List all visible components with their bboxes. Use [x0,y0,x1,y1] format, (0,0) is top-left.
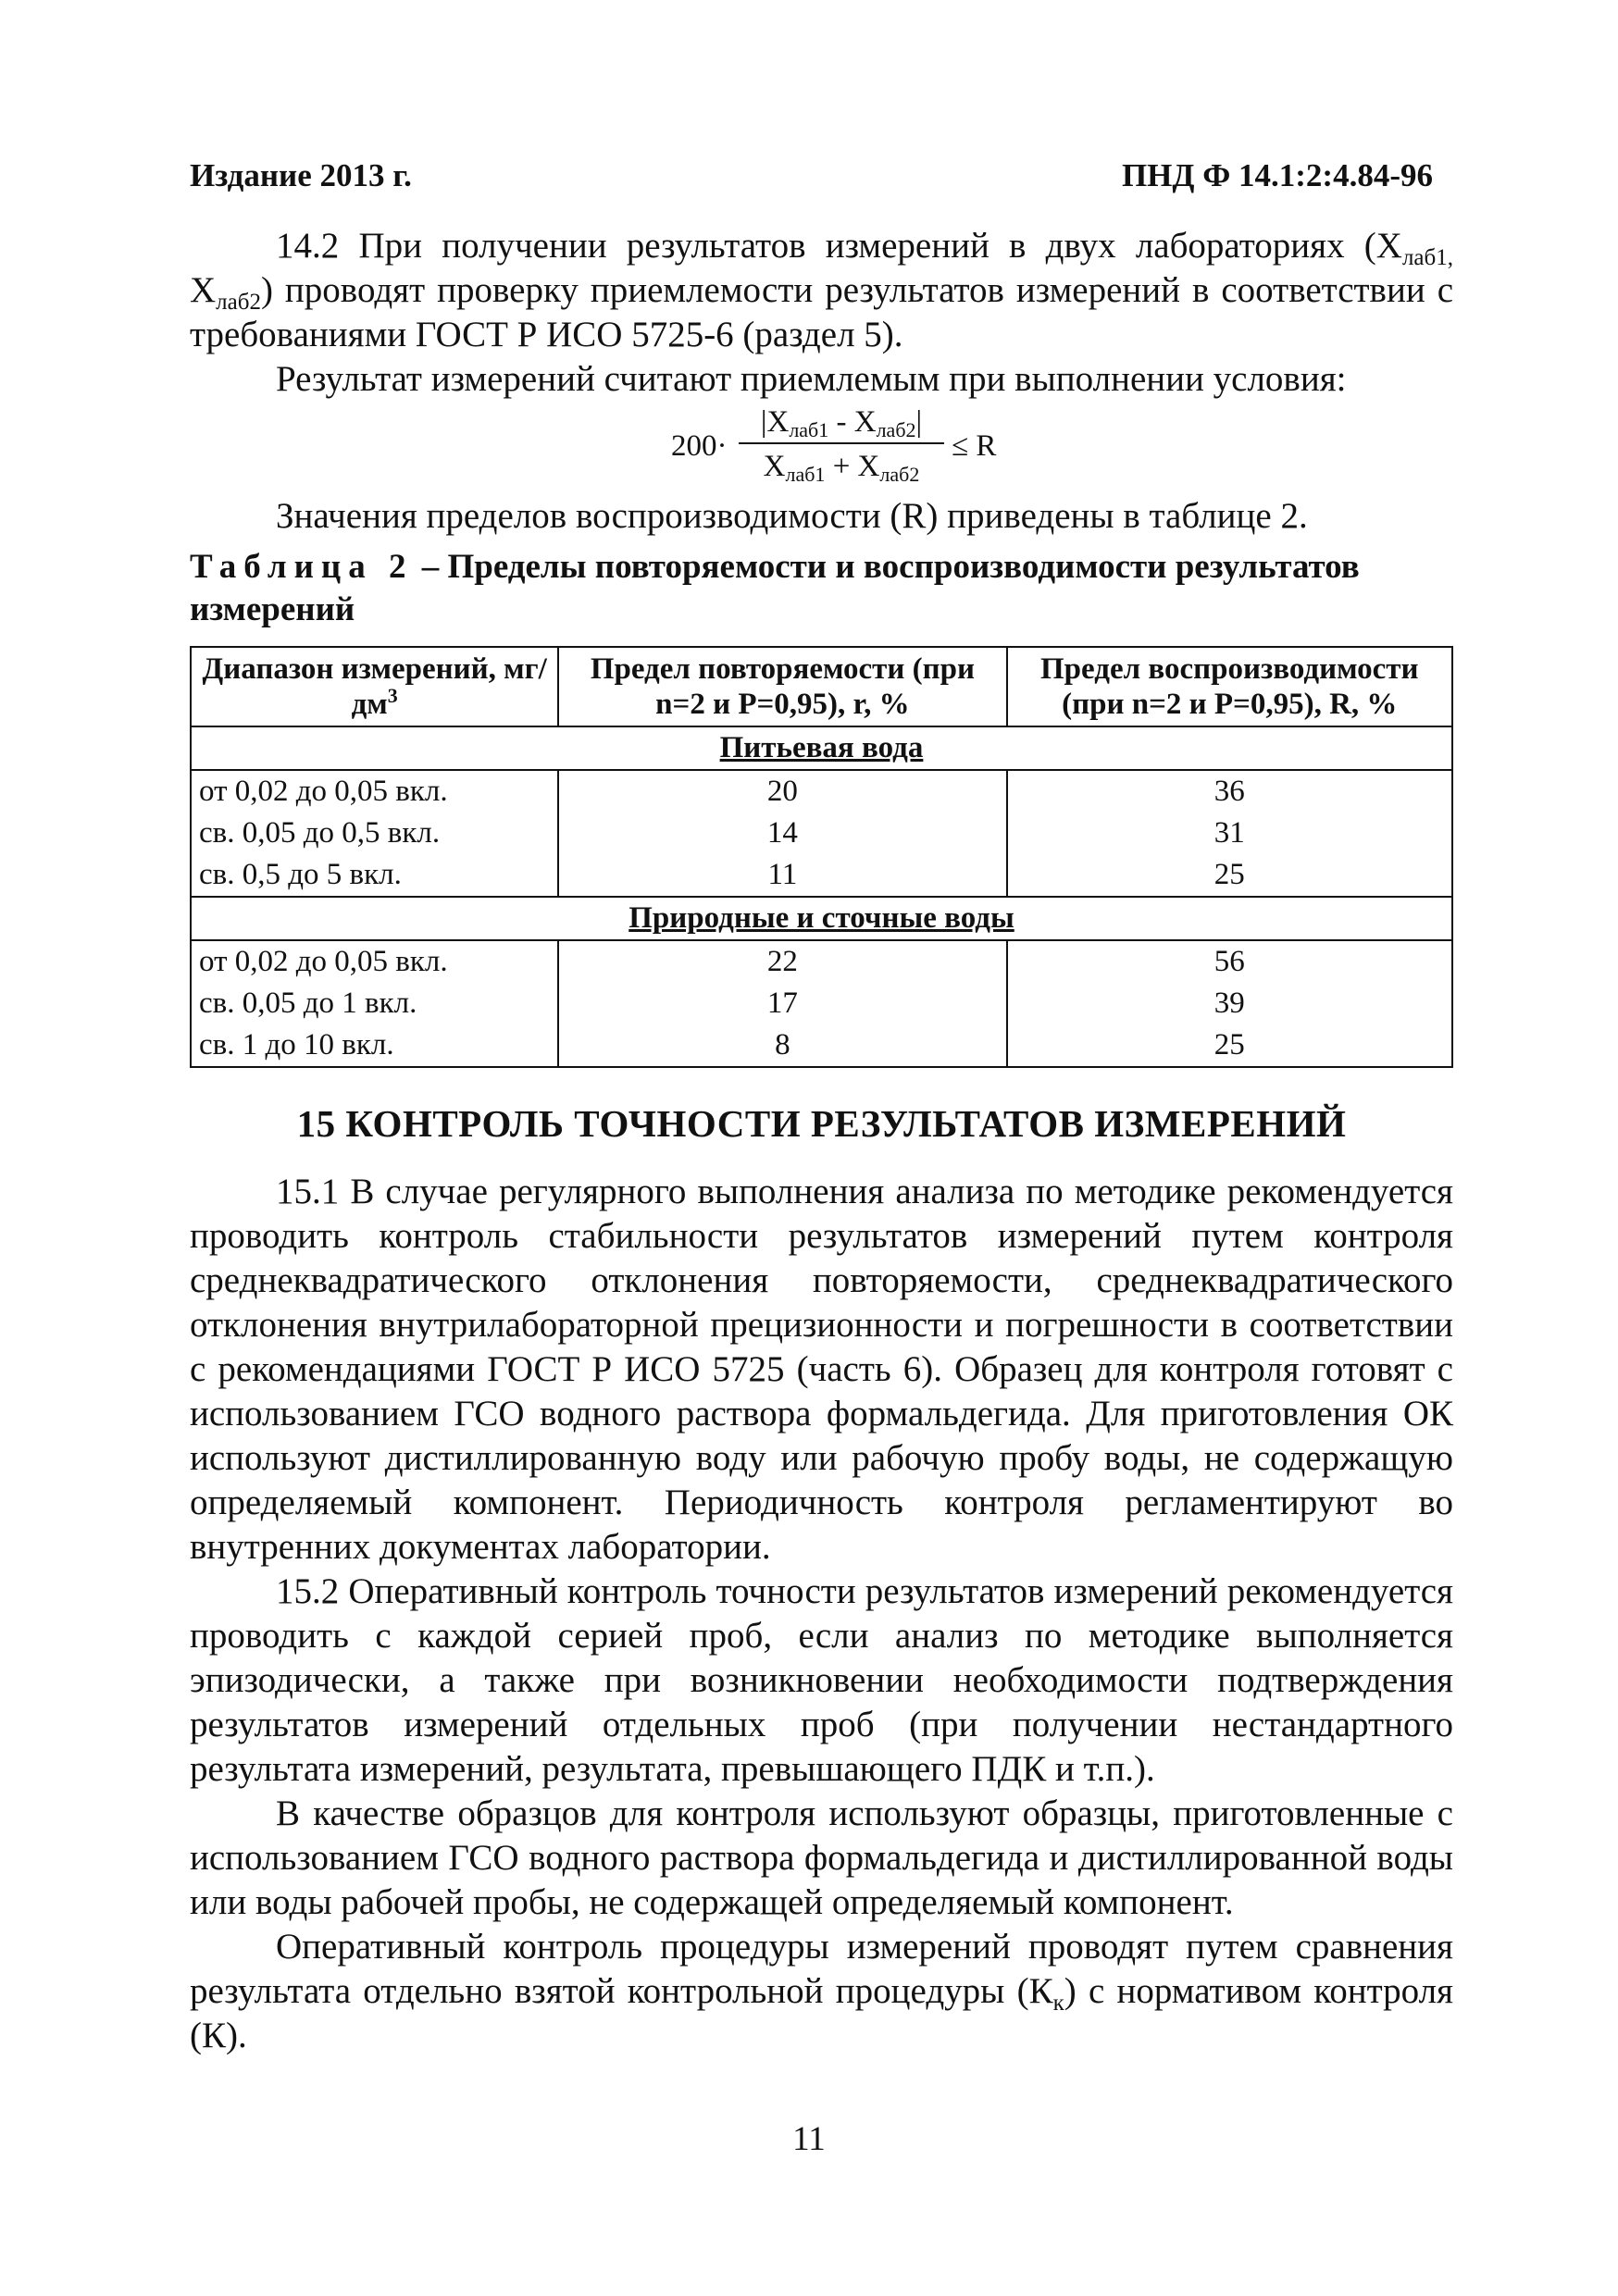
paragraph-values: Значения пределов воспроизводимости (R) приведены в таблице 2. [276,496,1308,536]
cell-R: 25 [1007,1024,1452,1067]
subscript: лаб1 [789,418,829,441]
text-run: Диапазон измерений, мг/дм [202,652,547,721]
formula-denominator [739,444,944,485]
table-caption [190,546,1453,631]
paragraph-operative-control [190,1925,1453,2058]
text-run: | [915,405,923,439]
cell-R: 56 [1007,940,1452,983]
table-row [191,940,1452,983]
cell-r: 8 [558,1024,1006,1067]
text-run: - X [828,405,877,439]
table-row [191,813,1452,854]
cell-R: 39 [1007,983,1452,1024]
section-natural-waste-water: Природные и сточные воды [191,897,1452,940]
subscript: лаб1, [1401,245,1453,270]
cell-range: св. 0,5 до 5 вкл. [191,854,558,897]
table-section-row [191,897,1452,940]
cell-r: 20 [558,770,1006,813]
text-run: ) с нормативом контроля (К). [190,1971,1453,2055]
cell-range: от 0,02 до 0,05 вкл. [191,770,558,813]
superscript: 3 [387,684,398,707]
cell-range: св. 1 до 10 вкл. [191,1024,558,1067]
subscript: лаб2 [216,290,261,315]
text-run: ) проводят проверку приемлемости результатов измерений в соответствии с требованиями ГОСТ Р ИСО 5725-6 (раздел 5). [190,270,1453,354]
limits-table [190,646,1453,1068]
table-row [191,770,1452,813]
table-section-row [191,726,1452,770]
subscript: лаб2 [879,463,920,486]
table-row [191,1024,1452,1067]
acceptance-formula [190,402,1453,494]
text-run: Оперативный контроль процедуры измерений проводят путем сравнения результата отдельно взятой контрольной процедуры (К [190,1927,1453,2011]
cell-R: 25 [1007,854,1452,897]
cell-range: св. 0,05 до 1 вкл. [191,983,558,1024]
cell-r: 22 [558,940,1006,983]
formula-relation: ≤ R [952,429,997,463]
section-drinking-water: Питьевая вода [191,726,1452,770]
formula-numerator [739,402,944,444]
formula-coefficient: 200· [671,429,728,463]
formula-fraction [739,402,944,485]
page-number: 11 [792,2120,826,2158]
subscript: лаб2 [876,418,916,441]
text-run: + X [825,450,880,483]
header-repeatability: Предел повторяемости (при n=2 и P=0,95), r, % [558,647,1006,726]
table-title: – Пределы повторяемости и воспроизводимости результатов измерений [190,548,1360,628]
edition-label: Издание 2013 г. [190,157,412,193]
cell-R: 31 [1007,813,1452,854]
text-run: |X [760,405,790,439]
cell-r: 17 [558,983,1006,1024]
page-header [190,157,1433,204]
cell-R: 36 [1007,770,1452,813]
cell-range: св. 0,05 до 0,5 вкл. [191,813,558,854]
cell-range: от 0,02 до 0,05 вкл. [191,940,558,983]
text-run: 14.2 При получении результатов измерений в двух лабораториях (Х [276,226,1402,266]
text-run: X [763,450,786,483]
subscript: лаб1 [785,463,826,486]
paragraph-condition: Результат измерений считают приемлемым при выполнении условия: [276,359,1347,399]
paragraph-15-2: 15.2 Оперативный контроль точности результатов измерений рекомендуется проводить с каждой серией проб, если анализ по методике выполняется эпизодически, а также при возникновении необходимости подтверждения результатов измерений отдельных проб (при получении нестандартного результата измерений, результата, превышающего ПДК и т.п.). [190,1571,1453,1789]
cell-r: 14 [558,813,1006,854]
document-code: ПНД Ф 14.1:2:4.84-96 [1121,157,1433,193]
paragraph-14-2 [190,224,1453,357]
text-run: Х [190,270,217,310]
section-heading: 15 КОНТРОЛЬ ТОЧНОСТИ РЕЗУЛЬТАТОВ ИЗМЕРЕНИЙ [296,1102,1347,1145]
table-row [191,983,1452,1024]
paragraph-15-1: 15.1 В случае регулярного выполнения анализа по методике рекомендуется проводить контроль стабильности результатов измерений путем контроля среднеквадратического отклонения повторяемости, среднеквадратического отклонения внутрилабораторной прецизионности и погрешности в соответствии с рекомендациями ГОСТ Р ИСО 5725 (часть 6). Образец для контроля готовят с использованием ГСО водного раствора формальдегида. Для приготовления ОК используют дистиллированную воду или рабочую пробу воды, не содержащую определяемый компонент. Периодичность контроля регламентируют во внутренних документах лаборатории. [190,1172,1453,1567]
paragraph-samples: В качестве образцов для контроля используют образцы, приготовленные с использованием ГСО водного раствора формальдегида и дистиллированной воды или воды рабочей пробы, не содержащей определяемый компонент. [190,1793,1453,1922]
cell-r: 11 [558,854,1006,897]
table-label: Таблица 2 [190,548,414,586]
page-content [190,224,1453,2058]
header-range [191,647,558,726]
table-row [191,854,1452,897]
header-reproducibility: Предел воспроизводимости (при n=2 и P=0,95), R, % [1007,647,1452,726]
table-header-row [191,647,1452,726]
subscript: к [1052,1991,1064,2016]
